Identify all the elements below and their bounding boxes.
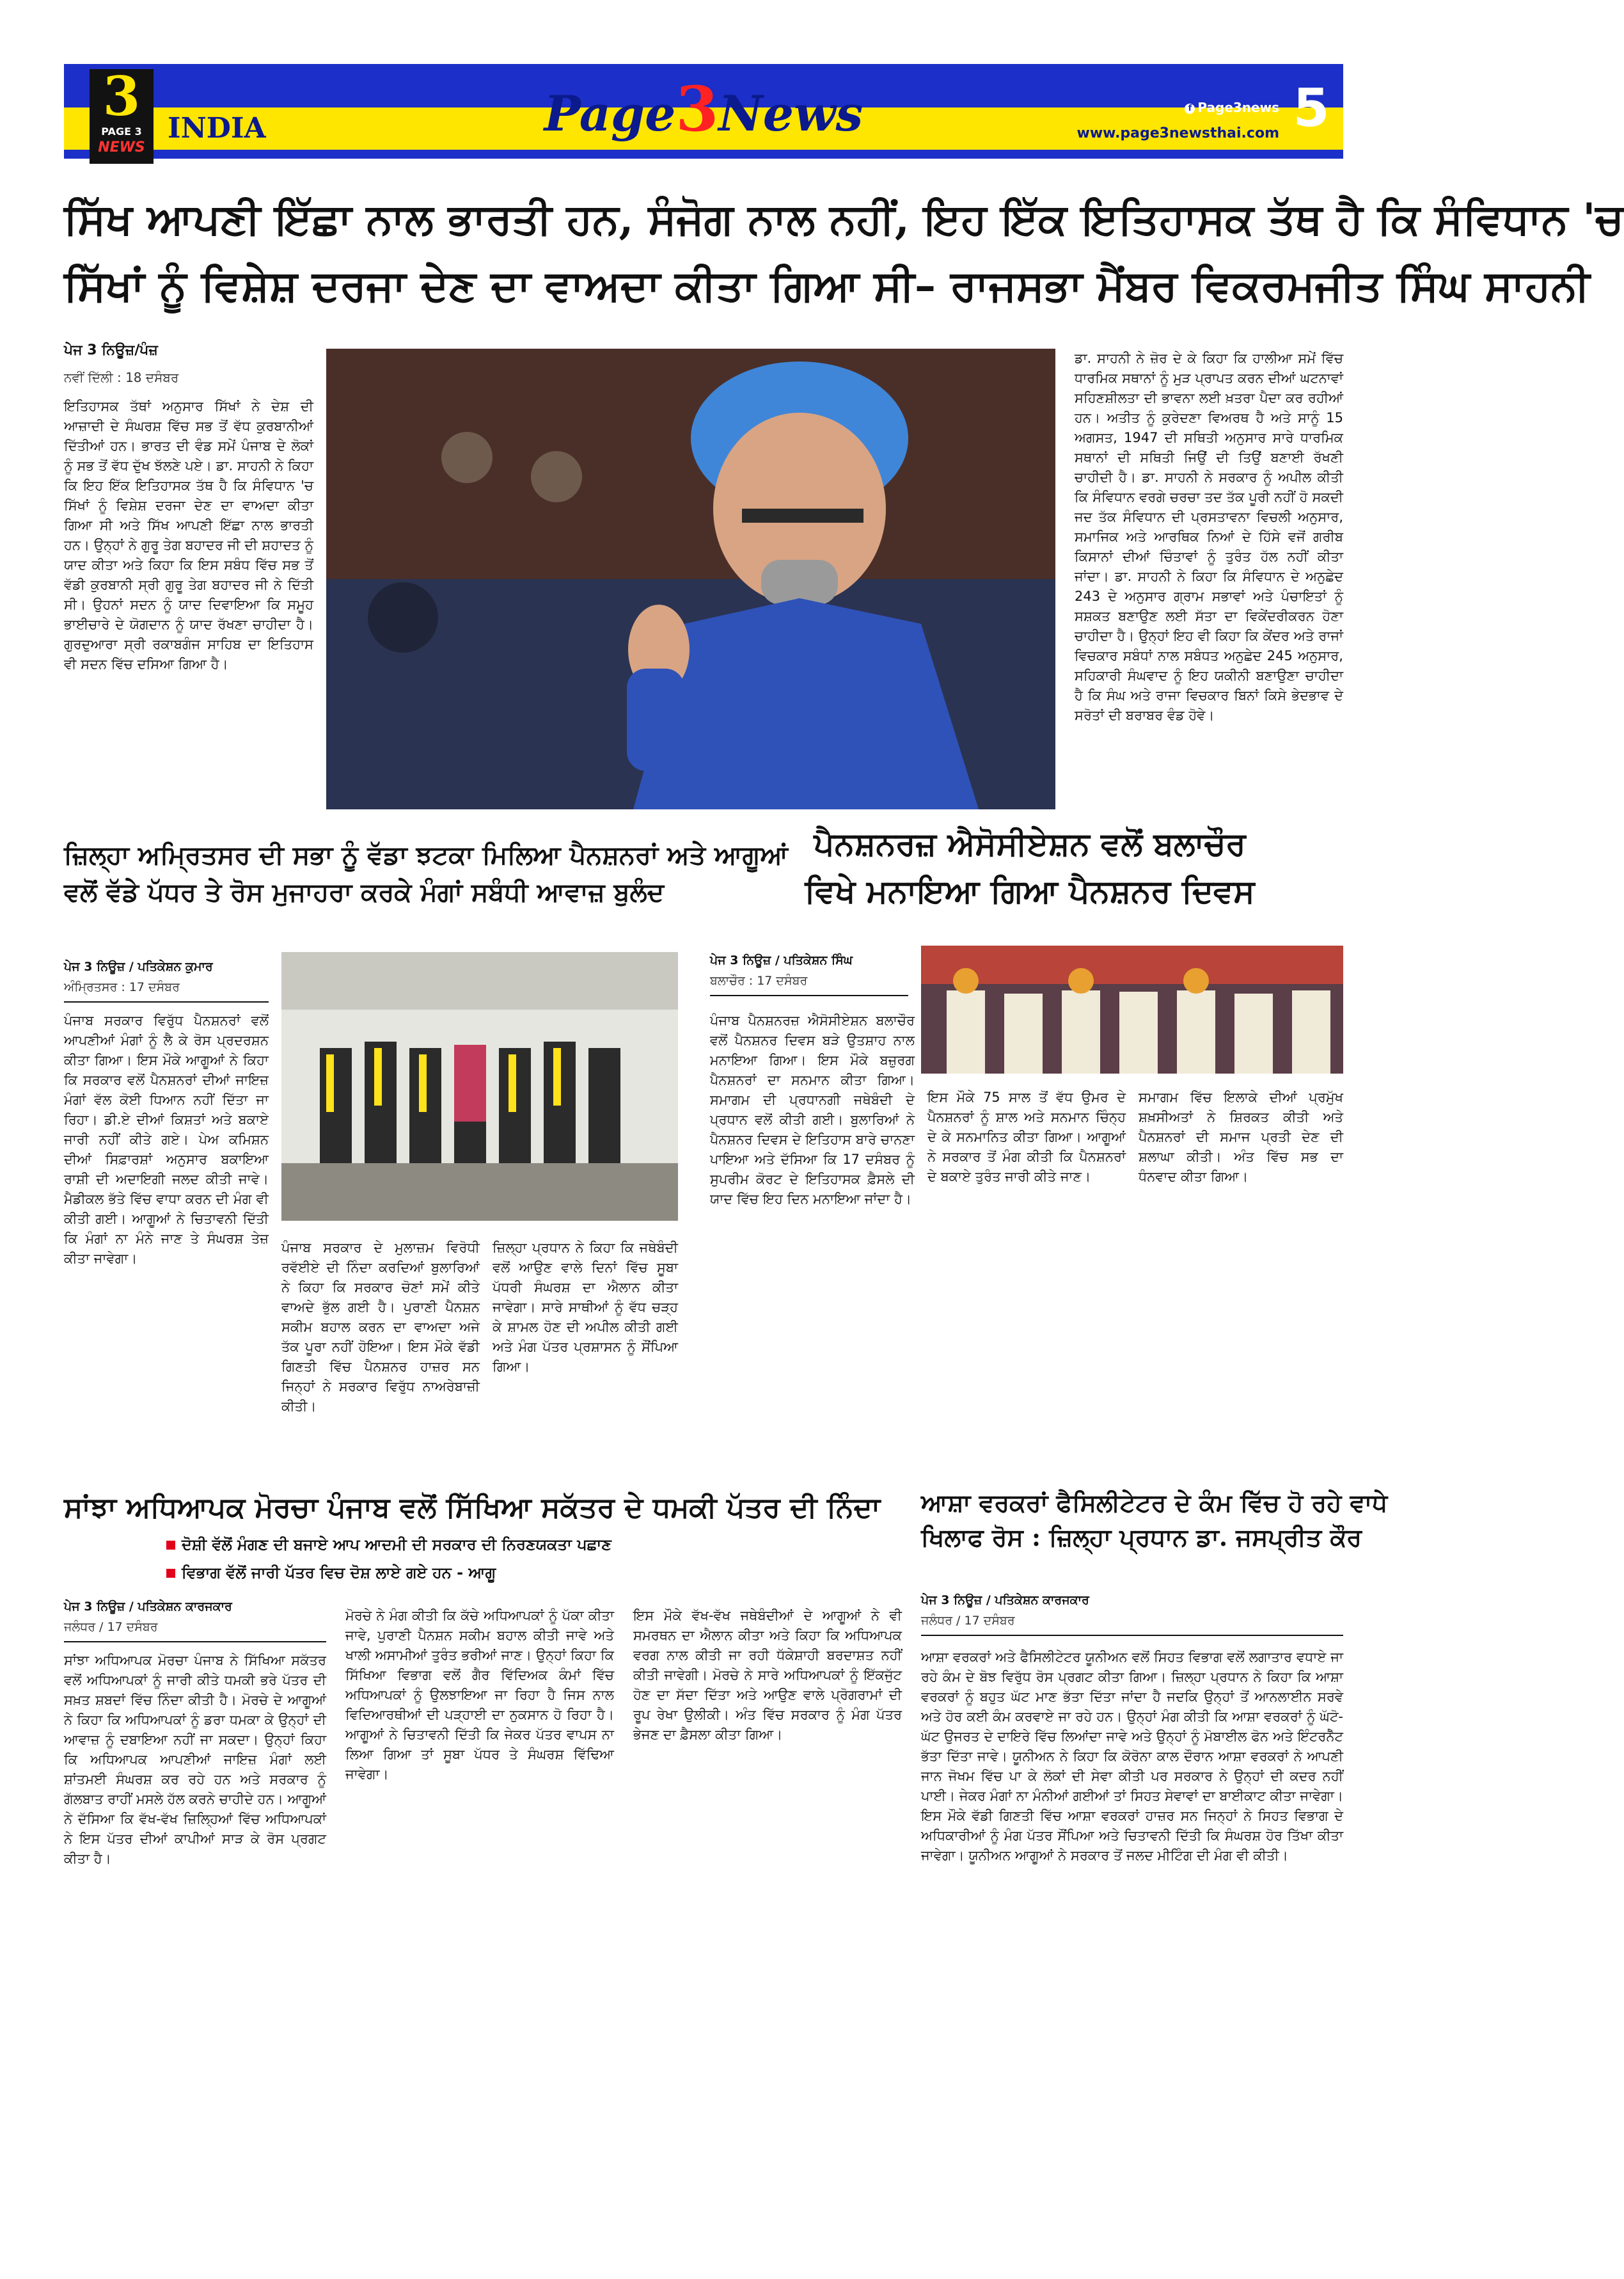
social-handle[interactable] bbox=[1145, 100, 1279, 115]
story-four-bullet-2 bbox=[166, 1564, 870, 1582]
story-four-bullet-1 bbox=[166, 1536, 870, 1553]
story-four-column-1: ਸਾਂਝਾ ਅਧਿਆਪਕ ਮੋਰਚਾ ਪੰਜਾਬ ਨੇ ਸਿੱਖਿਆ ਸਕੱਤਰ ਵਲੋਂ ਅਧਿਆਪਕਾਂ ਨੂੰ ਜਾਰੀ ਕੀਤੇ ਧਮਕੀ ਭਰੇ ਪੱਤਰ ਦੀ ਸਖ਼ਤ ਸ਼ਬਦਾਂ ਵਿੱਚ ਨਿੰਦਾ ਕੀਤੀ ਹੈ। ਮੋਰਚੇ ਦੇ ਆਗੂਆਂ ਨੇ ਕਿਹਾ ਕਿ ਅਧਿਆਪਕਾਂ ਨੂੰ ਡਰਾ ਧਮਕਾ ਕੇ ਉਨ੍ਹਾਂ ਦੀ ਆਵਾਜ਼ ਨੂੰ ਦਬਾਇਆ ਨਹੀਂ ਜਾ ਸਕਦਾ। ਉਨ੍ਹਾਂ ਕਿਹਾ ਕਿ ਅਧਿਆਪਕ ਆਪਣੀਆਂ ਜਾਇਜ਼ ਮੰਗਾਂ ਲਈ ਸ਼ਾਂਤਮਈ ਸੰਘਰਸ਼ ਕਰ ਰਹੇ ਹਨ ਅਤੇ ਸਰਕਾਰ ਨੂੰ ਗੱਲਬਾਤ ਰਾਹੀਂ ਮਸਲੇ ਹੱਲ ਕਰਨੇ ਚਾਹੀਦੇ ਹਨ। ਆਗੂਆਂ ਨੇ ਦੱਸਿਆ ਕਿ ਵੱਖ-ਵੱਖ ਜ਼ਿਲ੍ਹਿਆਂ ਵਿੱਚ ਅਧਿਆਪਕਾਂ ਨੇ ਇਸ ਪੱਤਰ ਦੀਆਂ ਕਾਪੀਆਂ ਸਾੜ ਕੇ ਰੋਸ ਪ੍ਰਗਟ ਕੀਤਾ ਹੈ। bbox=[64, 1653, 326, 1866]
facebook-icon: f bbox=[1185, 104, 1195, 114]
story-five-dateline: ਜਲੰਧਰ / 17 ਦਸੰਬਰ bbox=[921, 1614, 1015, 1628]
bullet-square-icon bbox=[166, 1541, 175, 1550]
story-two-headline-line-2: ਵਲੋਂ ਵੱਡੇ ਪੱਧਰ ਤੇ ਰੋਸ ਮੁਜਾਹਰਾ ਕਰਕੇ ਮੰਗਾਂ ਸਬੰਧੀ ਆਵਾਜ਼ ਬੁਲੰਦ bbox=[64, 877, 665, 907]
story-two-middle-column: ਪੰਜਾਬ ਸਰਕਾਰ ਦੇ ਮੁਲਾਜ਼ਮ ਵਿਰੋਧੀ ਰਵੱਈਏ ਦੀ ਨਿੰਦਾ ਕਰਦਿਆਂ ਬੁਲਾਰਿਆਂ ਨੇ ਕਿਹਾ ਕਿ ਸਰਕਾਰ ਚੋਣਾਂ ਸਮੇਂ ਕੀਤੇ ਵਾਅਦੇ ਭੁੱਲ ਗਈ ਹੈ। ਪੁਰਾਣੀ ਪੈਨਸ਼ਨ ਸਕੀਮ ਬਹਾਲ ਕਰਨ ਦਾ ਵਾਅਦਾ ਅਜੇ ਤੱਕ ਪੂਰਾ ਨਹੀਂ ਹੋਇਆ। ਇਸ ਮੌਕੇ ਵੱਡੀ ਗਿਣਤੀ ਵਿੱਚ ਪੈਨਸ਼ਨਰ ਹਾਜ਼ਰ ਸਨ ਜਿਨ੍ਹਾਂ ਨੇ ਸਰਕਾਰ ਵਿਰੁੱਧ ਨਾਅਰੇਬਾਜ਼ੀ ਕੀਤੀ। bbox=[281, 1240, 480, 1414]
story-three-dateline: ਬਲਾਚੌਰ : 17 ਦਸੰਬਰ bbox=[710, 974, 808, 988]
story-four-dateline: ਜਲੰਧਰ / 17 ਦਸੰਬਰ bbox=[64, 1620, 158, 1634]
main-headline-line-1: ਸਿੱਖ ਆਪਣੀ ਇੱਛਾ ਨਾਲ ਭਾਰਤੀ ਹਨ, ਸੰਜੋਗ ਨਾਲ ਨਹੀਂ, ਇਹ ਇੱਕ ਇਤਿਹਾਸਕ ਤੱਥ ਹੈ ਕਿ ਸੰਵਿਧਾਨ 'ਚ bbox=[64, 194, 1624, 244]
story-four-bullet-1-text: ਦੋਸ਼ੀ ਵੱਲੋਂ ਮੰਗਣ ਦੀ ਬਜਾਏ ਆਪ ਆਦਮੀ ਦੀ ਸਰਕਾਰ ਦੀ ਨਿਰਣਯਕਤਾ ਪਛਾਣ bbox=[182, 1536, 611, 1553]
main-headline bbox=[64, 186, 1624, 319]
story-three-headline-line-1: ਪੈਨਸ਼ਨਰਜ਼ ਐਸੋਸੀਏਸ਼ਨ ਵਲੋਂ ਬਲਾਚੌਰ bbox=[814, 825, 1246, 862]
brand-left: Page bbox=[544, 85, 676, 142]
pensioners-day-photo[interactable] bbox=[921, 946, 1343, 1074]
story-three-column-a: ਪੰਜਾਬ ਪੈਨਸ਼ਨਰਜ਼ ਐਸੋਸੀਏਸ਼ਨ ਬਲਾਚੌਰ ਵਲੋਂ ਪੈਨਸ਼ਨਰ ਦਿਵਸ ਬੜੇ ਉਤਸ਼ਾਹ ਨਾਲ ਮਨਾਇਆ ਗਿਆ। ਇਸ ਮੌਕੇ ਬਜ਼ੁਰਗ ਪੈਨਸ਼ਨਰਾਂ ਦਾ ਸਨਮਾਨ ਕੀਤਾ ਗਿਆ। ਸਮਾਗਮ ਦੀ ਪ੍ਰਧਾਨਗੀ ਜਥੇਬੰਦੀ ਦੇ ਪ੍ਰਧਾਨ ਵਲੋਂ ਕੀਤੀ ਗਈ। ਬੁਲਾਰਿਆਂ ਨੇ ਪੈਨਸ਼ਨਰ ਦਿਵਸ ਦੇ ਇਤਿਹਾਸ ਬਾਰੇ ਚਾਨਣਾ ਪਾਇਆ ਅਤੇ ਦੱਸਿਆ ਕਿ 17 ਦਸੰਬਰ ਨੂੰ ਸੁਪਰੀਮ ਕੋਰਟ ਦੇ ਇਤਿਹਾਸਕ ਫ਼ੈਸਲੇ ਦੀ ਯਾਦ ਵਿੱਚ ਇਹ ਦਿਨ ਮਨਾਇਆ ਜਾਂਦਾ ਹੈ। bbox=[710, 1013, 915, 1207]
story-four-column-3: ਇਸ ਮੌਕੇ ਵੱਖ-ਵੱਖ ਜਥੇਬੰਦੀਆਂ ਦੇ ਆਗੂਆਂ ਨੇ ਵੀ ਸਮਰਥਨ ਦਾ ਐਲਾਨ ਕੀਤਾ ਅਤੇ ਕਿਹਾ ਕਿ ਅਧਿਆਪਕ ਵਰਗ ਨਾਲ ਕੀਤੀ ਜਾ ਰਹੀ ਧੱਕੇਸ਼ਾਹੀ ਬਰਦਾਸ਼ਤ ਨਹੀਂ ਕੀਤੀ ਜਾਵੇਗੀ। ਮੋਰਚੇ ਨੇ ਸਾਰੇ ਅਧਿਆਪਕਾਂ ਨੂੰ ਇੱਕਜੁੱਟ ਹੋਣ ਦਾ ਸੱਦਾ ਦਿੱਤਾ ਅਤੇ ਆਉਣ ਵਾਲੇ ਪ੍ਰੋਗਰਾਮਾਂ ਦੀ ਰੂਪ ਰੇਖਾ ਉਲੀਕੀ। ਅੰਤ ਵਿੱਚ ਸਰਕਾਰ ਨੂੰ ਮੰਗ ਪੱਤਰ ਭੇਜਣ ਦਾ ਫ਼ੈਸਲਾ ਕੀਤਾ ਗਿਆ। bbox=[633, 1608, 902, 1742]
page-number: 5 bbox=[1293, 78, 1330, 139]
logo-news-text: NEWS bbox=[98, 139, 145, 155]
main-headline-line-2: ਸਿੱਖਾਂ ਨੂੰ ਵਿਸ਼ੇਸ਼ ਦਰਜਾ ਦੇਣ ਦਾ ਵਾਅਦਾ ਕੀਤਾ ਗਿਆ ਸੀ– ਰਾਜਸਭਾ ਮੈਂਬਰ ਵਿਕਰਮਜੀਤ ਸਿੰਘ ਸਾਹਨੀ bbox=[64, 260, 1590, 310]
group-photo-icon bbox=[281, 952, 678, 1221]
pensioners-photo-icon bbox=[921, 946, 1343, 1074]
story-three-column-c: ਸਮਾਗਮ ਵਿੱਚ ਇਲਾਕੇ ਦੀਆਂ ਪ੍ਰਮੁੱਖ ਸ਼ਖ਼ਸੀਅਤਾਂ ਨੇ ਸ਼ਿਰਕਤ ਕੀਤੀ ਅਤੇ ਪੈਨਸ਼ਨਰਾਂ ਦੀ ਸਮਾਜ ਪ੍ਰਤੀ ਦੇਣ ਦੀ ਸ਼ਲਾਘਾ ਕੀਤੀ। ਅੰਤ ਵਿੱਚ ਸਭ ਦਾ ਧੰਨਵਾਦ ਕੀਤਾ ਗਿਆ। bbox=[1139, 1090, 1343, 1184]
story-two-rule bbox=[64, 1001, 269, 1003]
story-four-bullet-2-text: ਵਿਭਾਗ ਵੱਲੋਂ ਜਾਰੀ ਪੱਤਰ ਵਿਚ ਦੋਸ਼ ਲਾਏ ਗਏ ਹਨ - ਆਗੂ bbox=[182, 1564, 496, 1582]
story-five-rule bbox=[921, 1635, 1343, 1636]
story-three-byline: ਪੇਜ 3 ਨਿਊਜ਼ / ਪਤਿਕੇਸ਼ਨ ਸਿੰਘ bbox=[710, 953, 853, 967]
logo-digit: 3 bbox=[102, 65, 141, 128]
story-two-headline-line-1: ਜ਼ਿਲ੍ਹਾ ਅਮ੍ਰਿਤਸਰ ਦੀ ਸਭਾ ਨੂੰ ਵੱਡਾ ਝਟਕਾ ਮਿਲਿਆ ਪੈਨਸ਼ਨਰਾਂ ਅਤੇ ਆਗੂਆਂ bbox=[64, 840, 789, 870]
story-three-column-b: ਇਸ ਮੌਕੇ 75 ਸਾਲ ਤੋਂ ਵੱਧ ਉਮਰ ਦੇ ਪੈਨਸ਼ਨਰਾਂ ਨੂੰ ਸ਼ਾਲ ਅਤੇ ਸਨਮਾਨ ਚਿੰਨ੍ਹ ਦੇ ਕੇ ਸਨਮਾਨਿਤ ਕੀਤਾ ਗਿਆ। ਆਗੂਆਂ ਨੇ ਸਰਕਾਰ ਤੋਂ ਮੰਗ ਕੀਤੀ ਕਿ ਪੈਨਸ਼ਨਰਾਂ ਦੇ ਬਕਾਏ ਤੁਰੰਤ ਜਾਰੀ ਕੀਤੇ ਜਾਣ। bbox=[927, 1090, 1126, 1184]
website-link[interactable]: www.page3newsthai.com bbox=[1076, 125, 1279, 141]
main-photo[interactable] bbox=[326, 349, 1055, 809]
story-two-headline bbox=[64, 837, 789, 911]
protest-group-photo[interactable] bbox=[281, 952, 678, 1221]
speaker-photo-icon bbox=[326, 349, 1055, 809]
main-left-column: ਇਤਿਹਾਸਕ ਤੱਥਾਂ ਅਨੁਸਾਰ ਸਿੱਖਾਂ ਨੇ ਦੇਸ਼ ਦੀ ਆਜ਼ਾਦੀ ਦੇ ਸੰਘਰਸ਼ ਵਿੱਚ ਸਭ ਤੋਂ ਵੱਧ ਕੁਰਬਾਨੀਆਂ ਦਿੱਤੀਆਂ ਹਨ। ਭਾਰਤ ਦੀ ਵੰਡ ਸਮੇਂ ਪੰਜਾਬ ਦੇ ਲੋਕਾਂ ਨੂੰ ਸਭ ਤੋਂ ਵੱਧ ਦੁੱਖ ਝੱਲਣੇ ਪਏ। ਡਾ. ਸਾਹਨੀ ਨੇ ਕਿਹਾ ਕਿ ਇਹ ਇੱਕ ਇਤਿਹਾਸਕ ਤੱਥ ਹੈ ਕਿ ਸੰਵਿਧਾਨ 'ਚ ਸਿੱਖਾਂ ਨੂੰ ਵਿਸ਼ੇਸ਼ ਦਰਜਾ ਦੇਣ ਦਾ ਵਾਅਦਾ ਕੀਤਾ ਗਿਆ ਸੀ ਅਤੇ ਸਿੱਖ ਆਪਣੀ ਇੱਛਾ ਨਾਲ ਭਾਰਤੀ ਹਨ। ਉਨ੍ਹਾਂ ਨੇ ਗੁਰੂ ਤੇਗ ਬਹਾਦਰ ਜੀ ਦੀ ਸ਼ਹਾਦਤ ਨੂੰ ਯਾਦ ਕੀਤਾ ਅਤੇ ਕਿਹਾ ਕਿ ਇਸ ਸਬੰਧ ਵਿੱਚ ਸਭ ਤੋਂ ਵੱਡੀ ਕੁਰਬਾਨੀ ਸ੍ਰੀ ਗੁਰੂ ਤੇਗ ਬਹਾਦਰ ਜੀ ਨੇ ਦਿੱਤੀ ਸੀ। ਉਹਨਾਂ ਸਦਨ ਨੂੰ ਯਾਦ ਦਿਵਾਇਆ ਕਿ ਸਮੂਹ ਭਾਈਚਾਰੇ ਦੇ ਯੋਗਦਾਨ ਨੂੰ ਯਾਦ ਰੱਖਣਾ ਚਾਹੀਦਾ ਹੈ। ਗੁਰਦੁਆਰਾ ਸ੍ਰੀ ਰਕਾਬਗੰਜ ਸਾਹਿਬ ਦਾ ਇਤਿਹਾਸ ਵੀ ਸਦਨ ਵਿੱਚ ਦਸਿਆ ਗਿਆ ਹੈ। bbox=[64, 399, 313, 672]
story-five-headline-line-2: ਖਿਲਾਫ ਰੋਸ : ਜ਼ਿਲ੍ਹਾ ਪ੍ਰਧਾਨ ਡਾ. ਜਸਪ੍ਰੀਤ ਕੌਰ bbox=[921, 1523, 1362, 1552]
brand-title[interactable] bbox=[544, 72, 863, 147]
main-dateline: ਨਵੀਂ ਦਿੱਲੀ : 18 ਦਸੰਬਰ bbox=[64, 370, 179, 385]
story-two-dateline: ਅੰਮ੍ਰਿਤਸਰ : 17 ਦਸੰਬਰ bbox=[64, 980, 180, 994]
story-two-byline: ਪੇਜ 3 ਨਿਊਜ਼ / ਪਤਿਕੇਸ਼ਨ ਕੁਮਾਰ bbox=[64, 960, 213, 974]
logo-page-text: PAGE 3 bbox=[101, 125, 142, 138]
section-label: INDIA bbox=[168, 112, 266, 145]
story-two-right-column: ਜ਼ਿਲ੍ਹਾ ਪ੍ਰਧਾਨ ਨੇ ਕਿਹਾ ਕਿ ਜਥੇਬੰਦੀ ਵਲੋਂ ਆਉਣ ਵਾਲੇ ਦਿਨਾਂ ਵਿੱਚ ਸੂਬਾ ਪੱਧਰੀ ਸੰਘਰਸ਼ ਦਾ ਐਲਾਨ ਕੀਤਾ ਜਾਵੇਗਾ। ਸਾਰੇ ਸਾਥੀਆਂ ਨੂੰ ਵੱਧ ਚੜ੍ਹ ਕੇ ਸ਼ਾਮਲ ਹੋਣ ਦੀ ਅਪੀਲ ਕੀਤੀ ਗਈ ਅਤੇ ਮੰਗ ਪੱਤਰ ਪ੍ਰਸ਼ਾਸਨ ਨੂੰ ਸੌਂਪਿਆ ਗਿਆ। bbox=[493, 1240, 678, 1374]
main-byline: ਪੇਜ 3 ਨਿਊਜ਼/ਪੰਜ਼ bbox=[64, 342, 158, 358]
story-four-rule bbox=[64, 1641, 326, 1642]
story-three-headline-line-2: ਵਿਖੇ ਮਨਾਇਆ ਗਿਆ ਪੈਨਸ਼ਨਰ ਦਿਵਸ bbox=[805, 872, 1255, 910]
social-handle-text: Page3news bbox=[1197, 100, 1279, 115]
bullet-square-icon bbox=[166, 1569, 175, 1578]
story-five-body: ਆਸ਼ਾ ਵਰਕਰਾਂ ਅਤੇ ਫੈਸਿਲੀਟੇਟਰ ਯੂਨੀਅਨ ਵਲੋਂ ਸਿਹਤ ਵਿਭਾਗ ਵਲੋਂ ਲਗਾਤਾਰ ਵਧਾਏ ਜਾ ਰਹੇ ਕੰਮ ਦੇ ਬੋਝ ਵਿਰੁੱਧ ਰੋਸ ਪ੍ਰਗਟ ਕੀਤਾ ਗਿਆ। ਜ਼ਿਲ੍ਹਾ ਪ੍ਰਧਾਨ ਨੇ ਕਿਹਾ ਕਿ ਆਸ਼ਾ ਵਰਕਰਾਂ ਨੂੰ ਬਹੁਤ ਘੱਟ ਮਾਣ ਭੱਤਾ ਦਿੱਤਾ ਜਾਂਦਾ ਹੈ ਜਦਕਿ ਉਨ੍ਹਾਂ ਤੋਂ ਆਨਲਾਈਨ ਸਰਵੇ ਅਤੇ ਹੋਰ ਕਈ ਕੰਮ ਕਰਵਾਏ ਜਾ ਰਹੇ ਹਨ। ਉਨ੍ਹਾਂ ਮੰਗ ਕੀਤੀ ਕਿ ਆਸ਼ਾ ਵਰਕਰਾਂ ਨੂੰ ਘੱਟੋ-ਘੱਟ ਉਜਰਤ ਦੇ ਦਾਇਰੇ ਵਿੱਚ ਲਿਆਂਦਾ ਜਾਵੇ ਅਤੇ ਉਨ੍ਹਾਂ ਨੂੰ ਮੋਬਾਈਲ ਫੋਨ ਅਤੇ ਇੰਟਰਨੈੱਟ ਭੱਤਾ ਦਿੱਤਾ ਜਾਵੇ। ਯੂਨੀਅਨ ਨੇ ਕਿਹਾ ਕਿ ਕੋਰੋਨਾ ਕਾਲ ਦੌਰਾਨ ਆਸ਼ਾ ਵਰਕਰਾਂ ਨੇ ਆਪਣੀ ਜਾਨ ਜੋਖਮ ਵਿੱਚ ਪਾ ਕੇ ਲੋਕਾਂ ਦੀ ਸੇਵਾ ਕੀਤੀ ਪਰ ਸਰਕਾਰ ਨੇ ਉਨ੍ਹਾਂ ਦੀ ਕਦਰ ਨਹੀਂ ਪਾਈ। ਜੇਕਰ ਮੰਗਾਂ ਨਾ ਮੰਨੀਆਂ ਗਈਆਂ ਤਾਂ ਸਿਹਤ ਸੇਵਾਵਾਂ ਦਾ ਬਾਈਕਾਟ ਕੀਤਾ ਜਾਵੇਗਾ। ਇਸ ਮੌਕੇ ਵੱਡੀ ਗਿਣਤੀ ਵਿੱਚ ਆਸ਼ਾ ਵਰਕਰਾਂ ਹਾਜ਼ਰ ਸਨ ਜਿਨ੍ਹਾਂ ਨੇ ਸਿਹਤ ਵਿਭਾਗ ਦੇ ਅਧਿਕਾਰੀਆਂ ਨੂੰ ਮੰਗ ਪੱਤਰ ਸੌਂਪਿਆ ਅਤੇ ਚਿਤਾਵਨੀ ਦਿੱਤੀ ਕਿ ਸੰਘਰਸ਼ ਹੋਰ ਤਿੱਖਾ ਕੀਤਾ ਜਾਵੇਗਾ। ਯੂਨੀਅਨ ਆਗੂਆਂ ਨੇ ਸਰਕਾਰ ਤੋਂ ਜਲਦ ਮੀਟਿੰਗ ਦੀ ਮੰਗ ਵੀ ਕੀਤੀ। bbox=[921, 1649, 1343, 1863]
brand-three: 3 bbox=[675, 73, 719, 145]
story-four-headline: ਸਾਂਝਾ ਅਧਿਆਪਕ ਮੋਰਚਾ ਪੰਜਾਬ ਵਲੋਂ ਸਿੱਖਿਆ ਸਕੱਤਰ ਦੇ ਧਮਕੀ ਪੱਤਰ ਦੀ ਨਿੰਦਾ bbox=[64, 1491, 881, 1524]
story-two-left-column: ਪੰਜਾਬ ਸਰਕਾਰ ਵਿਰੁੱਧ ਪੈਨਸ਼ਨਰਾਂ ਵਲੋਂ ਆਪਣੀਆਂ ਮੰਗਾਂ ਨੂੰ ਲੈ ਕੇ ਰੋਸ ਪ੍ਰਦਰਸ਼ਨ ਕੀਤਾ ਗਿਆ। ਇਸ ਮੌਕੇ ਆਗੂਆਂ ਨੇ ਕਿਹਾ ਕਿ ਸਰਕਾਰ ਵਲੋਂ ਪੈਨਸ਼ਨਰਾਂ ਦੀਆਂ ਜਾਇਜ਼ ਮੰਗਾਂ ਵੱਲ ਕੋਈ ਧਿਆਨ ਨਹੀਂ ਦਿੱਤਾ ਜਾ ਰਿਹਾ। ਡੀ.ਏ ਦੀਆਂ ਕਿਸ਼ਤਾਂ ਅਤੇ ਬਕਾਏ ਜਾਰੀ ਨਹੀਂ ਕੀਤੇ ਗਏ। ਪੇਅ ਕਮਿਸ਼ਨ ਦੀਆਂ ਸਿਫ਼ਾਰਸ਼ਾਂ ਅਨੁਸਾਰ ਬਕਾਇਆ ਰਾਸ਼ੀ ਦੀ ਅਦਾਇਗੀ ਜਲਦ ਕੀਤੀ ਜਾਵੇ। ਮੈਡੀਕਲ ਭੱਤੇ ਵਿੱਚ ਵਾਧਾ ਕਰਨ ਦੀ ਮੰਗ ਵੀ ਕੀਤੀ ਗਈ। ਆਗੂਆਂ ਨੇ ਚਿਤਾਵਨੀ ਦਿੱਤੀ ਕਿ ਮੰਗਾਂ ਨਾ ਮੰਨੇ ਜਾਣ ਤੇ ਸੰਘਰਸ਼ ਤੇਜ਼ ਕੀਤਾ ਜਾਵੇਗਾ। bbox=[64, 1013, 269, 1266]
story-three-headline bbox=[716, 820, 1343, 915]
main-right-column: ਡਾ. ਸਾਹਨੀ ਨੇ ਜ਼ੋਰ ਦੇ ਕੇ ਕਿਹਾ ਕਿ ਹਾਲੀਆ ਸਮੇਂ ਵਿੱਚ ਧਾਰਮਿਕ ਸਥਾਨਾਂ ਨੂੰ ਮੁੜ ਪ੍ਰਾਪਤ ਕਰਨ ਦੀਆਂ ਘਟਨਾਵਾਂ ਸਹਿਣਸ਼ੀਲਤਾ ਦੀ ਭਾਵਨਾ ਲਈ ਖ਼ਤਰਾ ਪੈਦਾ ਕਰ ਰਹੀਆਂ ਹਨ। ਅਤੀਤ ਨੂੰ ਕੁਰੇਦਣਾ ਵਿਅਰਥ ਹੈ ਅਤੇ ਸਾਨੂੰ 15 ਅਗਸਤ, 1947 ਦੀ ਸਥਿਤੀ ਅਨੁਸਾਰ ਸਾਰੇ ਧਾਰਮਿਕ ਸਥਾਨਾਂ ਦੀ ਸਥਿਤੀ ਜਿਉਂ ਦੀ ਤਿਉਂ ਬਣਾਈ ਰੱਖਣੀ ਚਾਹੀਦੀ ਹੈ। ਡਾ. ਸਾਹਨੀ ਨੇ ਸਰਕਾਰ ਨੂੰ ਅਪੀਲ ਕੀਤੀ ਕਿ ਸੰਵਿਧਾਨ ਵਰਗੇ ਚਰਚਾ ਤਦ ਤੱਕ ਪੂਰੀ ਨਹੀਂ ਹੋ ਸਕਦੀ ਜਦ ਤੱਕ ਸੰਵਿਧਾਨ ਦੀ ਪ੍ਰਸਤਾਵਨਾ ਵਿਚਲੀ ਅਨੁਸਾਰ, ਸਮਾਜਿਕ ਅਤੇ ਆਰਥਿਕ ਨਿਆਂ ਦੇ ਹਿੱਸੇ ਵਜੋਂ ਗਰੀਬ ਕਿਸਾਨਾਂ ਦੀਆਂ ਚਿੰਤਾਵਾਂ ਨੂੰ ਤੁਰੰਤ ਹੱਲ ਨਹੀਂ ਕੀਤਾ ਜਾਂਦਾ। ਡਾ. ਸਾਹਨੀ ਨੇ ਕਿਹਾ ਕਿ ਸੰਵਿਧਾਨ ਦੇ ਅਨੁਛੇਦ 243 ਦੇ ਅਨੁਸਾਰ ਗ੍ਰਾਮ ਸਭਾਵਾਂ ਅਤੇ ਪੰਚਾਇਤਾਂ ਨੂੰ ਸਸ਼ਕਤ ਬਣਾਉਣ ਲਈ ਸੱਤਾ ਦਾ ਵਿਕੇਂਦਰੀਕਰਨ ਹੋਣਾ ਚਾਹੀਦਾ ਹੈ। ਉਨ੍ਹਾਂ ਇਹ ਵੀ ਕਿਹਾ ਕਿ ਕੇਂਦਰ ਅਤੇ ਰਾਜਾਂ ਵਿਚਕਾਰ ਸਬੰਧਾਂ ਨਾਲ ਸਬੰਧਤ ਅਨੁਛੇਦ 245 ਅਨੁਸਾਰ, ਸਹਿਕਾਰੀ ਸੰਘਵਾਦ ਨੂੰ ਇਹ ਯਕੀਨੀ ਬਣਾਉਣਾ ਚਾਹੀਦਾ ਹੈ ਕਿ ਸੰਘ ਅਤੇ ਰਾਜਾ ਵਿਚਕਾਰ ਬਿਨਾਂ ਕਿਸੇ ਭੇਦਭਾਵ ਦੇ ਸਰੋਤਾਂ ਦੀ ਬਰਾਬਰ ਵੰਡ ਹੋਵੇ। bbox=[1075, 351, 1343, 723]
story-four-byline: ਪੇਜ 3 ਨਿਊਜ਼ / ਪਤਿਕੇਸ਼ਨ ਕਾਰਜਕਾਰ bbox=[64, 1600, 232, 1614]
story-four-column-2: ਮੋਰਚੇ ਨੇ ਮੰਗ ਕੀਤੀ ਕਿ ਕੱਚੇ ਅਧਿਆਪਕਾਂ ਨੂੰ ਪੱਕਾ ਕੀਤਾ ਜਾਵੇ, ਪੁਰਾਣੀ ਪੈਨਸ਼ਨ ਸਕੀਮ ਬਹਾਲ ਕੀਤੀ ਜਾਵੇ ਅਤੇ ਖਾਲੀ ਅਸਾਮੀਆਂ ਤੁਰੰਤ ਭਰੀਆਂ ਜਾਣ। ਉਨ੍ਹਾਂ ਕਿਹਾ ਕਿ ਸਿੱਖਿਆ ਵਿਭਾਗ ਵਲੋਂ ਗੈਰ ਵਿੱਦਿਅਕ ਕੰਮਾਂ ਵਿੱਚ ਅਧਿਆਪਕਾਂ ਨੂੰ ਉਲਝਾਇਆ ਜਾ ਰਿਹਾ ਹੈ ਜਿਸ ਨਾਲ ਵਿਦਿਆਰਥੀਆਂ ਦੀ ਪੜ੍ਹਾਈ ਦਾ ਨੁਕਸਾਨ ਹੋ ਰਿਹਾ ਹੈ। ਆਗੂਆਂ ਨੇ ਚਿਤਾਵਨੀ ਦਿੱਤੀ ਕਿ ਜੇਕਰ ਪੱਤਰ ਵਾਪਸ ਨਾ ਲਿਆ ਗਿਆ ਤਾਂ ਸੂਬਾ ਪੱਧਰ ਤੇ ਸੰਘਰਸ਼ ਵਿੱਢਿਆ ਜਾਵੇਗਾ। bbox=[345, 1608, 614, 1782]
story-five-headline-line-1: ਆਸ਼ਾ ਵਰਕਰਾਂ ਫੈਸਿਲੀਟੇਟਰ ਦੇ ਕੰਮ ਵਿੱਚ ਹੋ ਰਹੇ ਵਾਧੇ bbox=[921, 1488, 1388, 1517]
story-five-headline bbox=[921, 1486, 1388, 1555]
story-five-byline: ਪੇਜ 3 ਨਿਊਜ਼ / ਪਤਿਕੇਸ਼ਨ ਕਾਰਜਕਾਰ bbox=[921, 1593, 1089, 1607]
brand-right: News bbox=[718, 85, 863, 142]
story-three-rule bbox=[710, 995, 908, 996]
